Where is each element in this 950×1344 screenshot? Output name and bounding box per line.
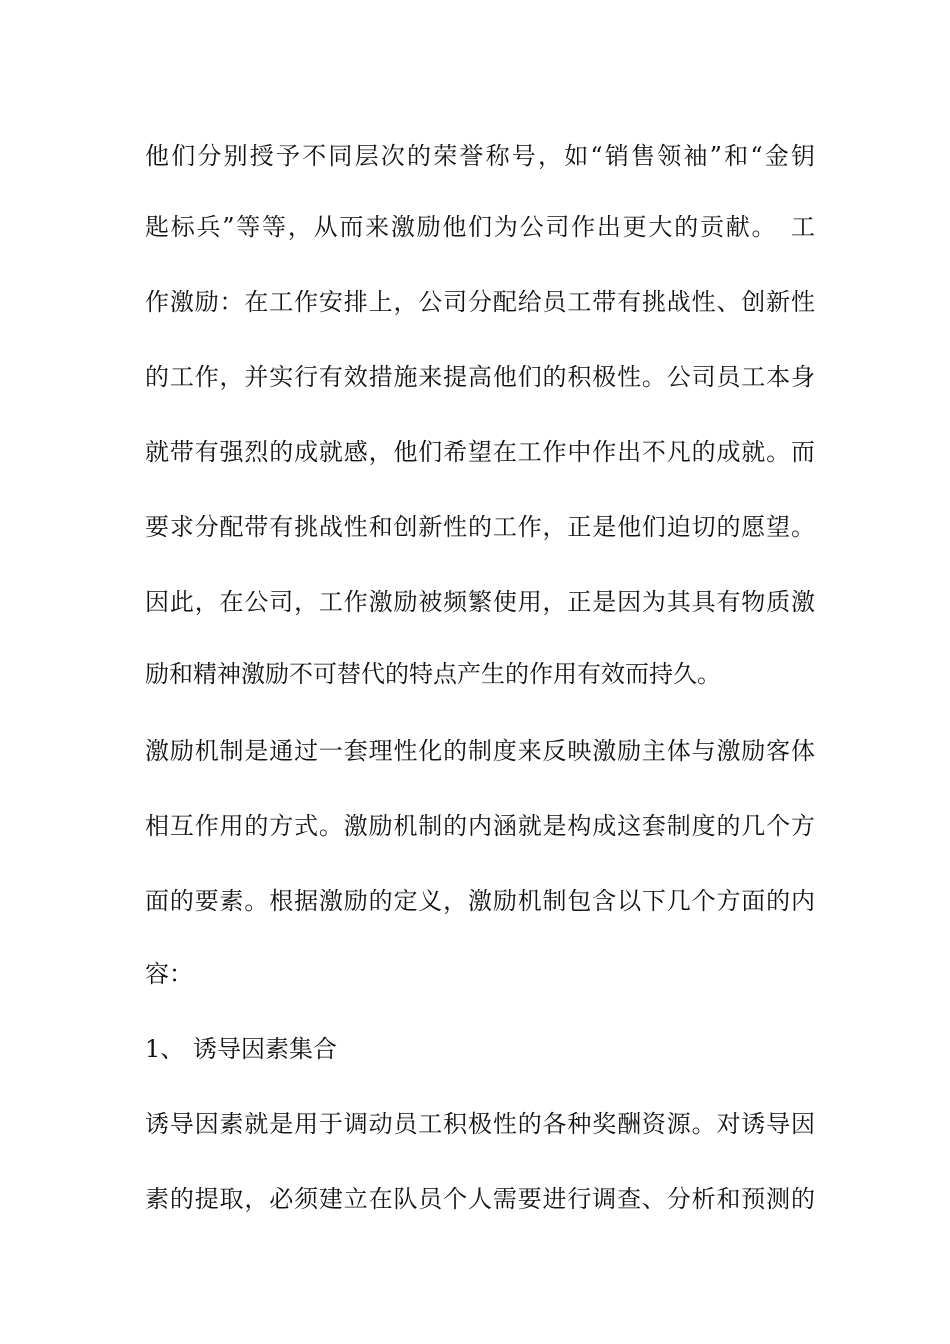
text-line-10: 相互作用的方式。激励机制的内涵就是构成这套制度的几个方 — [145, 812, 815, 840]
text-line-9: 激励机制是通过一套理性化的制度来反映激励主体与激励客体 — [145, 737, 815, 765]
text-line-4: 的工作，并实行有效措施来提高他们的积极性。公司员工本身 — [145, 363, 815, 391]
section-heading-number: 1、 — [145, 1035, 185, 1063]
text-line-13: 诱导因素就是用于调动员工积极性的各种奖酬资源。对诱导因 — [145, 1110, 815, 1138]
section-heading-title: 诱导因素集合 — [193, 1035, 337, 1063]
text-line-8: 励和精神激励不可替代的特点产生的作用有效而持久。 — [145, 660, 721, 688]
text-line-2: 匙标兵”等等，从而来激励他们为公司作出更大的贡献。 工 — [145, 213, 815, 241]
section-heading — [145, 1033, 815, 1065]
text-line-7: 因此，在公司，工作激励被频繁使用，正是因为其具有物质激 — [145, 588, 815, 616]
text-line-5: 就带有强烈的成就感，他们希望在工作中作出不凡的成就。而 — [145, 438, 815, 466]
text-line-12: 容： — [145, 960, 193, 988]
text-line-1: 他们分别授予不同层次的荣誉称号，如“销售领袖”和“金钥 — [145, 142, 815, 170]
text-line-6: 要求分配带有挑战性和创新性的工作，正是他们迫切的愿望。 — [145, 513, 815, 541]
text-line-3: 作激励：在工作安排上，公司分配给员工带有挑战性、创新性 — [145, 288, 815, 316]
text-line-11: 面的要素。根据激励的定义，激励机制包含以下几个方面的内 — [145, 887, 815, 915]
text-line-14: 素的提取，必须建立在队员个人需要进行调查、分析和预测的 — [145, 1185, 815, 1213]
